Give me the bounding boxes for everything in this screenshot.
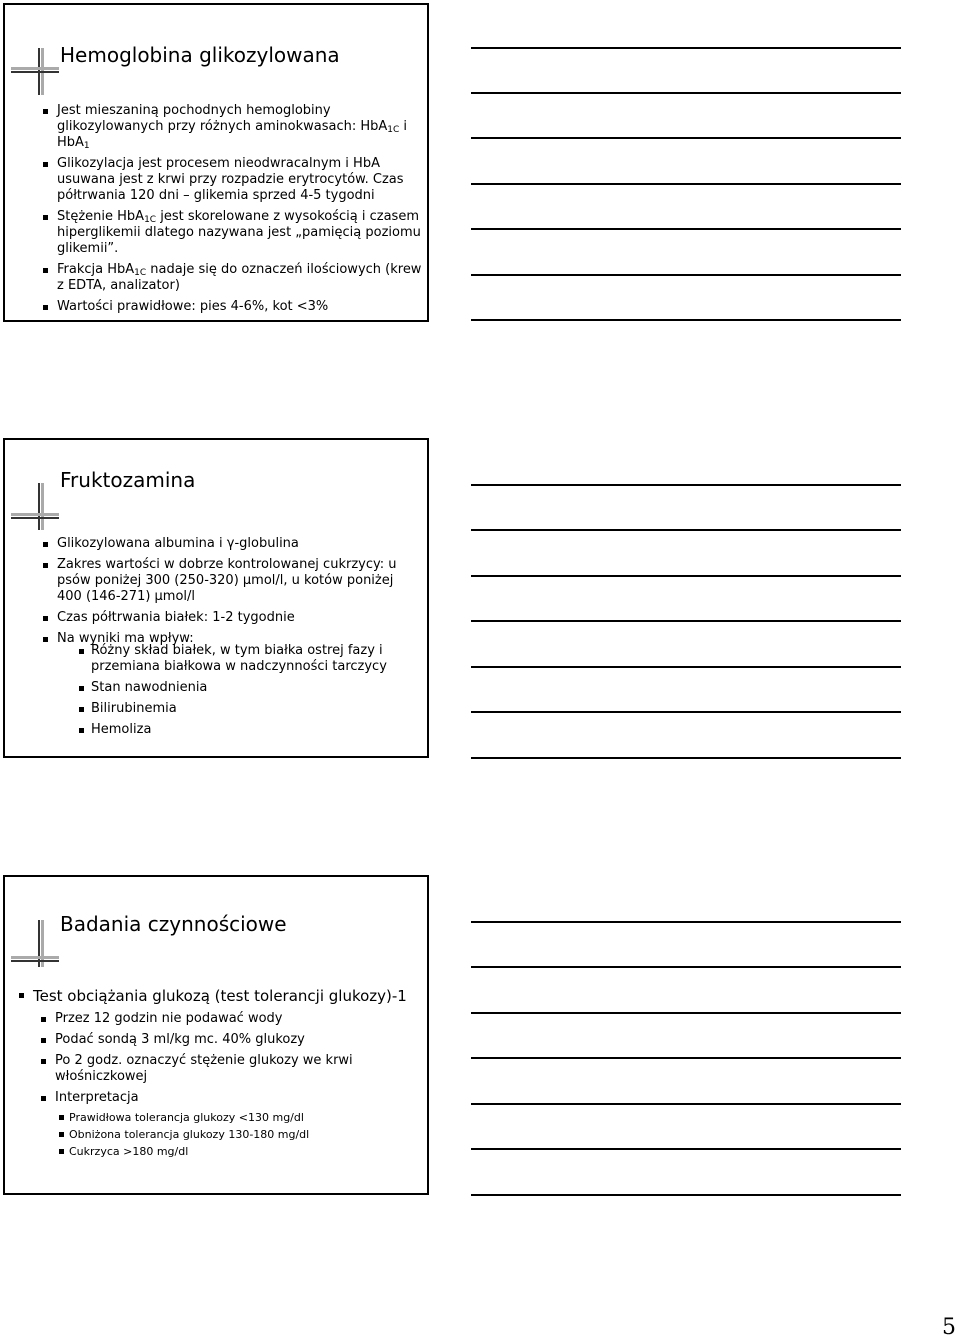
list-item: Hemoliza <box>79 722 409 738</box>
slide-2 <box>3 438 429 758</box>
slide-decoration <box>5 440 65 530</box>
bullet-list <box>19 987 419 1005</box>
list-item: Glikozylacja jest procesem nieodwracalnym i HbA usuwana jest z krwi przy rozpadzie erytrocytów. Czas półtrwania 120 dni – glikemia sprzed 4-5 tygodni <box>43 156 427 204</box>
list-item: Frakcja HbA$_{1C}$ nadaje się do oznaczeń ilościowych (krew z EDTA, analizator) <box>43 262 427 294</box>
list-item: Podać sondą 3 ml/kg mc. 40% glukozy <box>41 1032 381 1048</box>
slide-decoration <box>5 877 65 967</box>
slide-3 <box>3 875 429 1195</box>
slide-title: Hemoglobina glikozylowana <box>60 43 340 67</box>
slide-title: Badania czynnościowe <box>60 912 287 936</box>
list-item: Wartości prawidłowe: pies 4-6%, kot <3% <box>43 299 427 315</box>
list-item: Przez 12 godzin nie podawać wody <box>41 1011 381 1027</box>
bullet-list <box>43 536 419 652</box>
sub-bullet-list <box>65 643 409 738</box>
list-item: Prawidłowa tolerancja glukozy <130 mg/dl <box>59 1109 389 1126</box>
list-item: Bilirubinemia <box>79 701 409 717</box>
slide-decoration <box>5 5 65 95</box>
list-item: Cukrzyca >180 mg/dl <box>59 1143 389 1160</box>
list-item: Test obciążania glukozą (test tolerancji glukozy)-1 <box>19 987 419 1005</box>
list-item: Czas półtrwania białek: 1-2 tygodnie <box>43 610 419 626</box>
list-item: Po 2 godz. oznaczyć stężenie glukozy we krwi włośniczkowej <box>41 1053 381 1085</box>
slide-1 <box>3 3 429 322</box>
sub-sub-bullet-list <box>59 1109 389 1160</box>
list-item: Stężenie HbA$_{1C}$ jest skorelowane z wysokością i czasem hiperglikemii dlatego nazywana jest „pamięcią poziomu glikemii”. <box>43 209 427 257</box>
list-item: Obniżona tolerancja glukozy 130-180 mg/dl <box>59 1126 389 1143</box>
bullet-list <box>43 103 427 315</box>
list-item: Różny skład białek, w tym białka ostrej fazy i przemiana białkowa w nadczynności tarczycy <box>79 643 409 675</box>
slide-title: Fruktozamina <box>60 468 196 492</box>
list-item: Na wyniki ma wpływ: <box>43 631 419 647</box>
list-item: Zakres wartości w dobrze kontrolowanej cukrzycy: u psów poniżej 300 (250-320) μmol/l, u kotów poniżej 400 (146-271) μmol/l <box>43 557 419 605</box>
list-item: Stan nawodnienia <box>79 680 409 696</box>
list-item: Glikozylowana albumina i γ-globulina <box>43 536 419 552</box>
list-item: Interpretacja <box>41 1090 381 1106</box>
sub-bullet-list <box>41 1011 381 1106</box>
list-item: Jest mieszaniną pochodnych hemoglobiny glikozylowanych przy różnych aminokwasach: HbA$_{1C}$ i HbA$_1$ <box>43 103 427 151</box>
page-number: 5 <box>942 1315 956 1340</box>
